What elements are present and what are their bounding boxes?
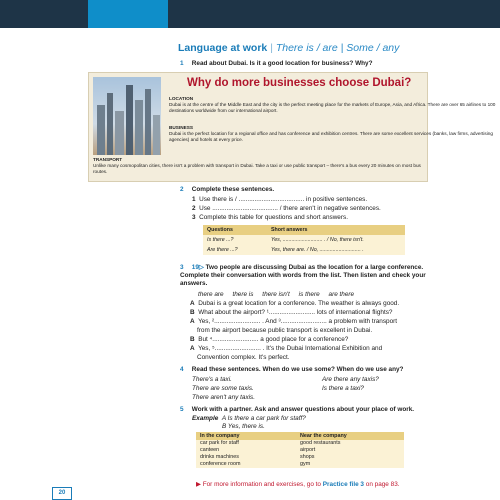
example-line: B Yes, there is. [222, 423, 265, 430]
banner-accent [88, 0, 168, 28]
table-cell: Yes, there are. / No, ............................ . [267, 245, 405, 255]
ex2-item: 2 Use ..................................... / there aren't in negative sentences. [192, 205, 381, 212]
section-text: Unlike many cosmopolitan cities, there isn't a problem with transport in Dubai. Take a taxi or use public transport – there's a bus every 20 minutes on most bus routes. [93, 163, 421, 175]
table-header: Short answers [267, 225, 405, 235]
footer-note [196, 480, 400, 488]
exercise-3 [180, 264, 430, 288]
exercise-instruction: Read about Dubai. Is it a good location for business? Why? [191, 60, 373, 67]
footer-text: on page 83. [365, 481, 400, 488]
exercise-1 [180, 60, 373, 67]
example-label: Example [192, 415, 219, 422]
title-main: Language at work [178, 42, 268, 54]
example-dialogue [192, 415, 306, 422]
audio-track-icon[interactable]: 19▷ [191, 264, 204, 271]
example-sentence: There's a taxi. [192, 376, 232, 383]
table-row: canteen airport [196, 447, 404, 454]
example-sentence: Is there a taxi? [322, 385, 364, 392]
ex2-item: 1 Use there is / ..................................... in positive sentences. [192, 196, 368, 203]
dialogue-line: Convention complex. It's perfect. [197, 354, 290, 361]
footer-text: For more information and exercises, go to [202, 481, 321, 488]
dialogue-line: B What about the airport? ¹.......................... lots of international flights? [190, 309, 393, 316]
table-header: In the company [196, 432, 296, 440]
exercise-4 [180, 366, 403, 373]
exercise-5 [180, 406, 414, 413]
exercise-instruction: Complete these sentences. [191, 186, 275, 193]
article-section-location [93, 96, 497, 115]
top-banner [0, 0, 500, 28]
table-row: drinks machines shops [196, 454, 404, 461]
table-row: conference room gym [196, 461, 404, 468]
section-text: Dubai is at the centre of the Middle East and the city is the perfect meeting place for the markets of Europe, Asia, and Africa. There are over 65 airlines to 100 destinations worldwide from our international airport. [169, 102, 496, 114]
title-sub: There is / are | Some / any [275, 42, 400, 54]
example-sentence: There are some taxis. [192, 385, 254, 392]
section-label: BUSINESS [169, 125, 193, 130]
table-header: Near the company [296, 432, 404, 440]
article-heading: Why do more businesses choose Dubai? [187, 77, 412, 89]
exercise-instruction: Two people are discussing Dubai as the location for a large conference. Complete their conversation with words from the list. Then listen and check your answers. [180, 264, 426, 287]
section-label: LOCATION [169, 96, 194, 101]
dialogue-line: from the airport because public transport is excellent in Dubai. [197, 327, 373, 334]
section-label: TRANSPORT [93, 157, 123, 162]
page-number: 20 [52, 487, 72, 500]
dialogue-line: B But ⁴.......................... a good place for a conference? [190, 336, 349, 343]
table-row: car park for staff good restaurants [196, 440, 404, 447]
practice-file-link[interactable]: Practice file 3 [322, 481, 364, 488]
example-line: A Is there a car park for staff? [221, 415, 306, 422]
dialogue-line: A Yes, ⁵.......................... . It's the Dubai International Exhibition and [190, 345, 383, 352]
page-title [178, 42, 399, 54]
table-cell: Yes, ........................... . / No, there isn't. [267, 235, 405, 245]
exercise-number: 4 [180, 366, 184, 373]
section-text: Dubai is the perfect location for a regional office and has conference and exhibition centres. There are some excellent services (banks, law firms, advertising agencies) and hotels at every price. [169, 131, 493, 143]
dialogue-line: A Dubai is a great location for a conference. The weather is always good. [190, 300, 400, 307]
article-section-business [93, 125, 497, 144]
table-cell: Are there ...? [203, 245, 267, 255]
ex2-item: 3 Complete this table for questions and short answers. [192, 214, 348, 221]
table-header: Questions [203, 225, 267, 235]
article-section-transport [93, 157, 421, 176]
arrow-icon: ▶ [196, 481, 201, 488]
word-list: there are there is there isn't is there are there [198, 291, 355, 298]
example-sentence: Are there any taxis? [322, 376, 379, 383]
table-row [203, 245, 405, 255]
example-sentence: There aren't any taxis. [192, 394, 256, 401]
company-table [196, 432, 404, 468]
questions-table [203, 225, 405, 255]
table-cell: Is there ...? [203, 235, 267, 245]
exercise-number: 2 [180, 186, 184, 193]
article-box [88, 72, 496, 182]
exercise-2 [180, 186, 274, 193]
dialogue-line: A Yes, ².......................... . And ³.......................... a problem with transport [190, 318, 398, 325]
title-divider: | [270, 42, 276, 54]
exercise-number: 3 [180, 264, 184, 271]
exercise-instruction: Work with a partner. Ask and answer questions about your place of work. [191, 406, 415, 413]
exercise-number: 5 [180, 406, 184, 413]
table-row [203, 235, 405, 245]
exercise-instruction: Read these sentences. When do we use some? When do we use any? [191, 366, 404, 373]
exercise-number: 1 [180, 60, 184, 67]
